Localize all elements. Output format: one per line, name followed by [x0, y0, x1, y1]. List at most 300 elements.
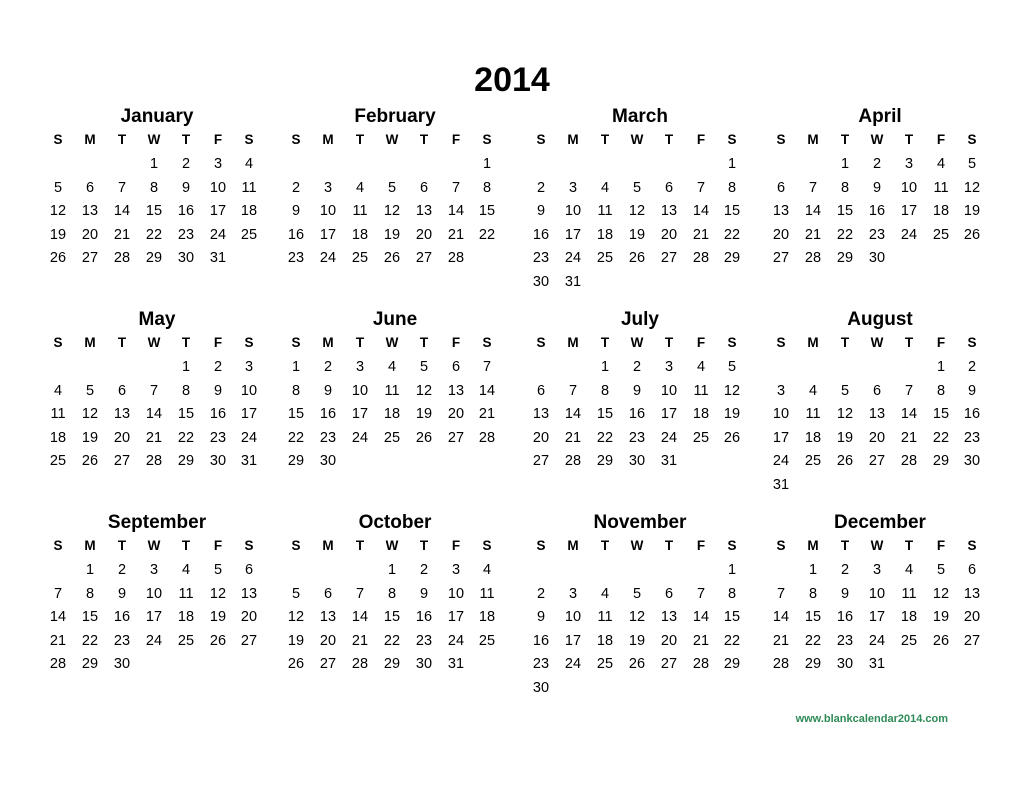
- day-cell: 24: [868, 632, 886, 649]
- day-cell: 8: [387, 585, 397, 602]
- day-cell: 5: [840, 382, 850, 399]
- day-cell: 27: [415, 250, 433, 267]
- day-cell: 1: [727, 562, 737, 578]
- day-cell: 20: [868, 429, 886, 446]
- day-cell: 6: [451, 359, 461, 375]
- day-cell: 26: [628, 656, 646, 673]
- day-cell: 25: [804, 453, 822, 470]
- day-cell: 25: [932, 226, 950, 243]
- day-cell: 17: [209, 203, 227, 220]
- day-cell: 25: [240, 226, 258, 243]
- day-cell: 29: [177, 453, 195, 470]
- day-cell: 15: [836, 203, 854, 220]
- day-cell: 19: [383, 226, 401, 243]
- day-cell: 14: [145, 406, 163, 423]
- day-cell: 29: [287, 453, 305, 470]
- day-cell: 6: [664, 585, 674, 602]
- day-cell: 17: [564, 226, 582, 243]
- day-cell: 20: [415, 226, 433, 243]
- day-cell: 6: [323, 585, 333, 602]
- day-cell: 17: [447, 609, 465, 626]
- day-cell: 16: [836, 609, 854, 626]
- day-cell: 25: [596, 656, 614, 673]
- day-cell: 20: [660, 632, 678, 649]
- day-cell: 17: [900, 203, 918, 220]
- day-cell: 30: [532, 680, 550, 696]
- day-cell: 7: [149, 382, 159, 399]
- day-cell: 12: [963, 179, 981, 196]
- day-cell: 20: [240, 609, 258, 626]
- day-cell: 13: [319, 609, 337, 626]
- day-cell: 13: [113, 406, 131, 423]
- day-cell: 26: [81, 453, 99, 470]
- day-cell: 16: [287, 226, 305, 243]
- weekday-header: T: [904, 335, 914, 350]
- day-cell: 22: [836, 226, 854, 243]
- day-cell: 2: [840, 562, 850, 578]
- day-cell: 8: [482, 179, 492, 196]
- day-cell: 7: [451, 179, 461, 196]
- day-cell: 5: [291, 585, 301, 602]
- weekday-header: W: [385, 335, 399, 350]
- day-cell: 21: [804, 226, 822, 243]
- day-cell: 24: [772, 453, 790, 470]
- day-cell: 28: [351, 656, 369, 673]
- day-cell: 30: [209, 453, 227, 470]
- day-cell: 28: [804, 250, 822, 267]
- weekday-header: S: [482, 335, 492, 350]
- day-cell: 28: [564, 453, 582, 470]
- weekday-header: S: [727, 538, 737, 553]
- day-cell: 2: [632, 359, 642, 375]
- weekday-header: S: [244, 132, 254, 147]
- day-cell: 22: [383, 632, 401, 649]
- weekday-header: F: [451, 335, 461, 350]
- day-cell: 14: [692, 609, 710, 626]
- day-cell: 2: [291, 179, 301, 196]
- day-cell: 16: [963, 406, 981, 423]
- weekday-header: S: [482, 132, 492, 147]
- day-cell: 25: [596, 250, 614, 267]
- weekday-header: F: [696, 538, 706, 553]
- day-cell: 7: [568, 382, 578, 399]
- day-cell: 27: [532, 453, 550, 470]
- day-cell: 26: [209, 632, 227, 649]
- day-cell: 2: [323, 359, 333, 375]
- day-cell: 18: [692, 406, 710, 423]
- weekday-header: T: [117, 132, 127, 147]
- day-cell: 8: [840, 179, 850, 196]
- day-cell: 3: [904, 156, 914, 172]
- day-cell: 11: [693, 382, 709, 399]
- day-cell: 1: [808, 562, 818, 578]
- day-cell: 31: [447, 656, 465, 673]
- day-cell: 24: [319, 250, 337, 267]
- day-cell: 26: [963, 226, 981, 243]
- weekday-header: F: [696, 132, 706, 147]
- day-cell: 2: [967, 359, 977, 375]
- day-cell: 19: [628, 632, 646, 649]
- day-cell: 15: [145, 203, 163, 220]
- day-cell: 9: [213, 382, 223, 399]
- day-cell: 14: [113, 203, 131, 220]
- day-cell: 21: [145, 429, 163, 446]
- weekday-header: T: [181, 132, 191, 147]
- day-cell: 15: [596, 406, 614, 423]
- day-cell: 5: [213, 562, 223, 578]
- weekday-header: M: [807, 335, 819, 350]
- day-cell: 23: [177, 226, 195, 243]
- weekday-header: F: [936, 335, 946, 350]
- day-cell: 22: [478, 226, 496, 243]
- day-cell: 5: [85, 382, 95, 399]
- day-cell: 20: [963, 609, 981, 626]
- day-cell: 4: [904, 562, 914, 578]
- day-cell: 24: [564, 250, 582, 267]
- day-cell: 22: [81, 632, 99, 649]
- day-cell: 13: [447, 382, 465, 399]
- day-cell: 3: [149, 562, 159, 578]
- day-cell: 1: [149, 156, 159, 172]
- day-cell: 5: [387, 179, 397, 196]
- day-cell: 4: [482, 562, 492, 578]
- day-cell: 17: [868, 609, 886, 626]
- day-cell: 1: [727, 156, 737, 172]
- weekday-header: T: [117, 538, 127, 553]
- day-cell: 6: [419, 179, 429, 196]
- day-cell: 30: [836, 656, 854, 673]
- day-cell: 4: [53, 382, 63, 399]
- day-cell: 23: [628, 429, 646, 446]
- day-cell: 15: [723, 609, 741, 626]
- day-cell: 29: [836, 250, 854, 267]
- month-name: November: [593, 512, 687, 533]
- day-cell: 10: [900, 179, 918, 196]
- weekday-header: F: [451, 538, 461, 553]
- day-cell: 10: [660, 382, 678, 399]
- day-cell: 31: [209, 250, 227, 267]
- day-cell: 22: [145, 226, 163, 243]
- day-cell: 9: [419, 585, 429, 602]
- day-cell: 4: [355, 179, 365, 196]
- day-cell: 14: [804, 203, 822, 220]
- day-cell: 13: [532, 406, 550, 423]
- day-cell: 15: [932, 406, 950, 423]
- day-cell: 22: [723, 632, 741, 649]
- day-cell: 13: [963, 585, 981, 602]
- day-cell: 30: [415, 656, 433, 673]
- day-cell: 21: [772, 632, 790, 649]
- weekday-header: T: [904, 132, 914, 147]
- day-cell: 1: [600, 359, 610, 375]
- day-cell: 10: [564, 609, 582, 626]
- weekday-header: F: [936, 538, 946, 553]
- day-cell: 23: [836, 632, 854, 649]
- weekday-header: W: [147, 335, 161, 350]
- day-cell: 8: [727, 585, 737, 602]
- month-name: May: [138, 309, 176, 330]
- month-name: February: [354, 106, 436, 127]
- day-cell: 26: [49, 250, 67, 267]
- day-cell: 3: [568, 585, 578, 602]
- day-cell: 2: [117, 562, 127, 578]
- weekday-header: M: [322, 335, 334, 350]
- day-cell: 27: [81, 250, 99, 267]
- day-cell: 21: [692, 632, 710, 649]
- day-cell: 20: [447, 406, 465, 423]
- day-cell: 14: [900, 406, 918, 423]
- day-cell: 20: [660, 226, 678, 243]
- day-cell: 9: [632, 382, 642, 399]
- day-cell: 11: [178, 585, 194, 602]
- day-cell: 11: [50, 406, 66, 423]
- day-cell: 3: [568, 179, 578, 196]
- weekday-header: S: [967, 538, 977, 553]
- weekday-header: M: [322, 132, 334, 147]
- day-cell: 18: [177, 609, 195, 626]
- day-cell: 29: [596, 453, 614, 470]
- year-title: 2014: [474, 61, 550, 99]
- day-cell: 30: [532, 274, 550, 290]
- day-cell: 19: [209, 609, 227, 626]
- weekday-header: S: [536, 132, 546, 147]
- month-name: September: [107, 512, 207, 533]
- day-cell: 3: [776, 382, 786, 399]
- day-cell: 29: [723, 250, 741, 267]
- day-cell: 16: [177, 203, 195, 220]
- day-cell: 24: [660, 429, 678, 446]
- day-cell: 12: [628, 203, 646, 220]
- day-cell: 28: [447, 250, 465, 267]
- day-cell: 22: [932, 429, 950, 446]
- day-cell: 10: [351, 382, 369, 399]
- weekday-header: S: [291, 538, 301, 553]
- day-cell: 15: [287, 406, 305, 423]
- day-cell: 28: [113, 250, 131, 267]
- day-cell: 12: [383, 203, 401, 220]
- day-cell: 28: [49, 656, 67, 673]
- day-cell: 23: [319, 429, 337, 446]
- day-cell: 25: [177, 632, 195, 649]
- day-cell: 30: [319, 453, 337, 470]
- weekday-header: T: [419, 132, 429, 147]
- day-cell: 16: [319, 406, 337, 423]
- day-cell: 22: [177, 429, 195, 446]
- day-cell: 11: [933, 179, 949, 196]
- day-cell: 11: [597, 609, 613, 626]
- weekday-header: M: [567, 538, 579, 553]
- day-cell: 16: [209, 406, 227, 423]
- day-cell: 13: [240, 585, 258, 602]
- day-cell: 8: [600, 382, 610, 399]
- day-cell: 13: [772, 203, 790, 220]
- day-cell: 19: [963, 203, 981, 220]
- weekday-header: W: [630, 335, 644, 350]
- weekday-header: S: [53, 335, 63, 350]
- day-cell: 25: [692, 429, 710, 446]
- day-cell: 16: [628, 406, 646, 423]
- day-cell: 31: [660, 453, 678, 470]
- day-cell: 2: [872, 156, 882, 172]
- weekday-header: T: [840, 335, 850, 350]
- day-cell: 4: [387, 359, 397, 375]
- day-cell: 18: [900, 609, 918, 626]
- day-cell: 27: [240, 632, 258, 649]
- weekday-header: W: [385, 538, 399, 553]
- weekday-header: T: [600, 132, 610, 147]
- day-cell: 1: [181, 359, 191, 375]
- weekday-header: M: [84, 132, 96, 147]
- weekday-header: M: [84, 335, 96, 350]
- day-cell: 2: [536, 585, 546, 602]
- day-cell: 26: [836, 453, 854, 470]
- weekday-header: F: [696, 335, 706, 350]
- day-cell: 1: [85, 562, 95, 578]
- day-cell: 14: [447, 203, 465, 220]
- month-name: April: [858, 106, 902, 127]
- day-cell: 12: [723, 382, 741, 399]
- month-name: March: [612, 106, 668, 127]
- day-cell: 29: [81, 656, 99, 673]
- day-cell: 10: [772, 406, 790, 423]
- day-cell: 7: [696, 179, 706, 196]
- weekday-header: S: [776, 538, 786, 553]
- day-cell: 22: [596, 429, 614, 446]
- weekday-header: S: [53, 538, 63, 553]
- month-name: June: [372, 309, 418, 330]
- day-cell: 8: [181, 382, 191, 399]
- day-cell: 8: [85, 585, 95, 602]
- weekday-header: T: [904, 538, 914, 553]
- day-cell: 8: [291, 382, 301, 399]
- day-cell: 11: [597, 203, 613, 220]
- day-cell: 7: [696, 585, 706, 602]
- day-cell: 7: [776, 585, 786, 602]
- day-cell: 16: [532, 226, 550, 243]
- day-cell: 24: [240, 429, 258, 446]
- day-cell: 20: [81, 226, 99, 243]
- day-cell: 8: [149, 179, 159, 196]
- weekday-header: W: [147, 538, 161, 553]
- day-cell: 5: [727, 359, 737, 375]
- weekday-header: S: [536, 335, 546, 350]
- day-cell: 13: [660, 609, 678, 626]
- day-cell: 1: [387, 562, 397, 578]
- day-cell: 3: [244, 359, 254, 375]
- day-cell: 26: [383, 250, 401, 267]
- day-cell: 13: [81, 203, 99, 220]
- day-cell: 17: [319, 226, 337, 243]
- day-cell: 14: [478, 382, 496, 399]
- day-cell: 28: [692, 656, 710, 673]
- day-cell: 16: [113, 609, 131, 626]
- day-cell: 27: [868, 453, 886, 470]
- weekday-header: S: [776, 335, 786, 350]
- day-cell: 27: [660, 656, 678, 673]
- day-cell: 4: [600, 179, 610, 196]
- weekday-header: T: [840, 132, 850, 147]
- weekday-header: T: [181, 335, 191, 350]
- day-cell: 9: [117, 585, 127, 602]
- day-cell: 7: [53, 585, 63, 602]
- day-cell: 18: [49, 429, 67, 446]
- weekday-header: T: [355, 132, 365, 147]
- day-cell: 11: [352, 203, 368, 220]
- day-cell: 12: [209, 585, 227, 602]
- day-cell: 8: [936, 382, 946, 399]
- weekday-header: M: [807, 132, 819, 147]
- day-cell: 6: [117, 382, 127, 399]
- day-cell: 16: [532, 632, 550, 649]
- weekday-header: T: [419, 538, 429, 553]
- day-cell: 11: [241, 179, 257, 196]
- day-cell: 23: [209, 429, 227, 446]
- weekday-header: T: [355, 335, 365, 350]
- day-cell: 1: [840, 156, 850, 172]
- weekday-header: W: [385, 132, 399, 147]
- day-cell: 29: [723, 656, 741, 673]
- day-cell: 24: [900, 226, 918, 243]
- day-cell: 10: [145, 585, 163, 602]
- day-cell: 19: [415, 406, 433, 423]
- day-cell: 18: [240, 203, 258, 220]
- day-cell: 15: [804, 609, 822, 626]
- day-cell: 23: [415, 632, 433, 649]
- day-cell: 18: [478, 609, 496, 626]
- day-cell: 10: [447, 585, 465, 602]
- day-cell: 3: [213, 156, 223, 172]
- day-cell: 25: [383, 429, 401, 446]
- day-cell: 27: [660, 250, 678, 267]
- weekday-header: S: [776, 132, 786, 147]
- month-name: January: [120, 106, 194, 127]
- day-cell: 31: [564, 274, 582, 290]
- day-cell: 28: [772, 656, 790, 673]
- day-cell: 7: [904, 382, 914, 399]
- day-cell: 23: [868, 226, 886, 243]
- weekday-header: M: [567, 132, 579, 147]
- day-cell: 18: [596, 226, 614, 243]
- day-cell: 5: [632, 179, 642, 196]
- day-cell: 10: [209, 179, 227, 196]
- day-cell: 28: [145, 453, 163, 470]
- day-cell: 8: [727, 179, 737, 196]
- weekday-header: W: [870, 335, 884, 350]
- day-cell: 14: [564, 406, 582, 423]
- day-cell: 4: [808, 382, 818, 399]
- day-cell: 6: [664, 179, 674, 196]
- day-cell: 16: [868, 203, 886, 220]
- weekday-header: T: [840, 538, 850, 553]
- weekday-header: T: [664, 538, 674, 553]
- day-cell: 18: [932, 203, 950, 220]
- day-cell: 18: [383, 406, 401, 423]
- day-cell: 12: [932, 585, 950, 602]
- day-cell: 13: [415, 203, 433, 220]
- day-cell: 4: [696, 359, 706, 375]
- day-cell: 9: [181, 179, 191, 196]
- day-cell: 30: [868, 250, 886, 267]
- day-cell: 3: [355, 359, 365, 375]
- day-cell: 23: [963, 429, 981, 446]
- day-cell: 23: [532, 656, 550, 673]
- day-cell: 3: [451, 562, 461, 578]
- day-cell: 27: [963, 632, 981, 649]
- day-cell: 21: [113, 226, 131, 243]
- day-cell: 4: [936, 156, 946, 172]
- footer-website: www.blankcalendar2014.com: [795, 713, 948, 725]
- day-cell: 21: [351, 632, 369, 649]
